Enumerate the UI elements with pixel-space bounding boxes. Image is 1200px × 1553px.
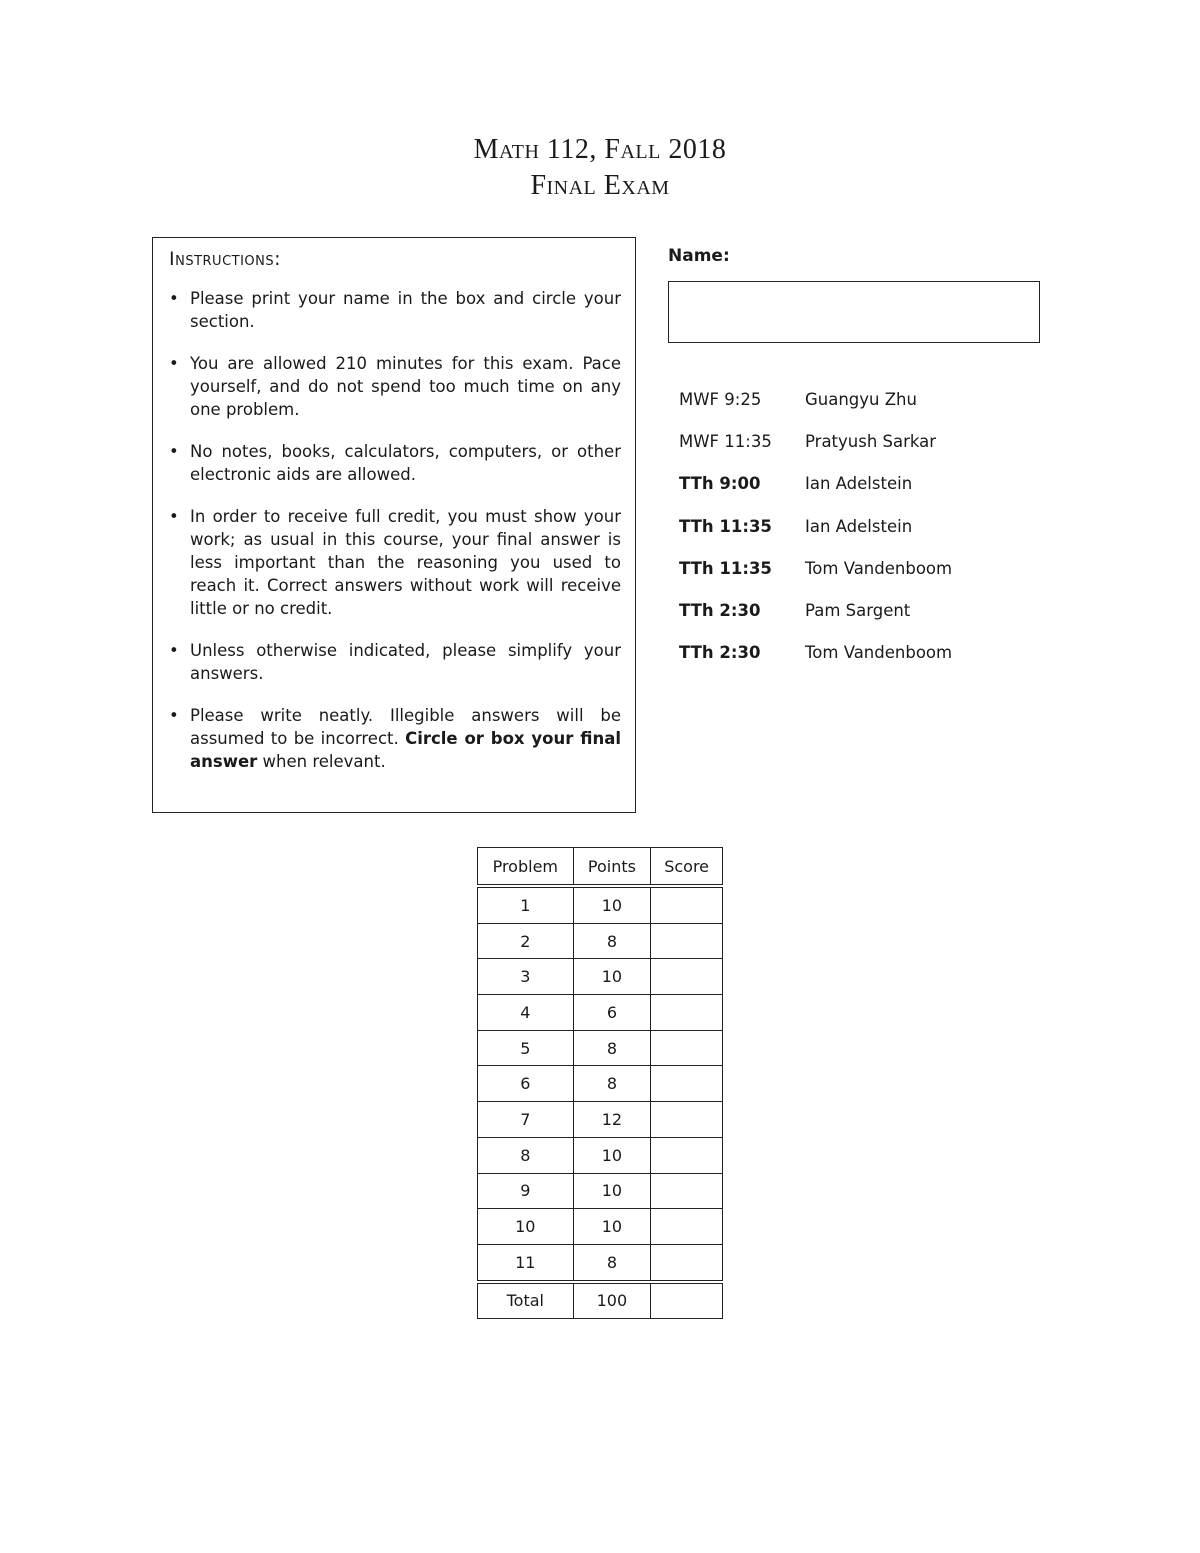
problem-score[interactable] [651, 886, 723, 923]
problem-points: 12 [573, 1102, 651, 1138]
total-score[interactable] [651, 1282, 723, 1319]
score-table [477, 847, 723, 1319]
instructions-list [169, 287, 621, 773]
problem-score[interactable] [651, 995, 723, 1031]
table-row [478, 1173, 723, 1209]
section-option[interactable] [679, 547, 952, 589]
problem-score[interactable] [651, 1102, 723, 1138]
section-instructor: Guangyu Zhu [805, 389, 917, 409]
problem-number: 6 [478, 1066, 574, 1102]
name-input-box[interactable] [668, 281, 1040, 343]
problem-number: 8 [478, 1137, 574, 1173]
section-instructor: Ian Adelstein [805, 474, 913, 494]
section-time: MWF 11:35 [679, 431, 772, 451]
problem-number: 10 [478, 1209, 574, 1245]
section-option[interactable] [679, 420, 952, 462]
problem-points: 10 [573, 1173, 651, 1209]
section-instructor: Ian Adelstein [805, 516, 913, 536]
exam-title [0, 132, 1200, 204]
section-option[interactable] [679, 505, 952, 547]
problem-number: 11 [478, 1244, 574, 1281]
problem-points: 8 [573, 1066, 651, 1102]
bullet-icon: • [169, 442, 179, 461]
bullet-icon: • [169, 289, 179, 308]
section-instructor: Pratyush Sarkar [805, 431, 937, 451]
section-time: TTh 2:30 [679, 643, 761, 663]
problem-points: 10 [573, 959, 651, 995]
problem-points: 10 [573, 1209, 651, 1245]
problem-score[interactable] [651, 1209, 723, 1245]
problem-score[interactable] [651, 1030, 723, 1066]
table-row [478, 959, 723, 995]
problem-points: 8 [573, 923, 651, 959]
table-row [478, 1102, 723, 1138]
instruction-item: • Unless otherwise indicated, please simplify your answers. [169, 641, 621, 683]
problem-score[interactable] [651, 923, 723, 959]
problem-number: 5 [478, 1030, 574, 1066]
instructions-box [152, 237, 636, 813]
problem-score[interactable] [651, 1137, 723, 1173]
problem-number: 7 [478, 1102, 574, 1138]
section-option[interactable] [679, 378, 952, 420]
table-row [478, 995, 723, 1031]
section-instructor: Pam Sargent [805, 601, 911, 621]
problem-score[interactable] [651, 959, 723, 995]
section-option[interactable] [679, 463, 952, 505]
column-header-problem: Problem [478, 848, 574, 887]
exam-name: Final Exam [530, 170, 670, 201]
instruction-item: • Please write neatly. Illegible answers will be assumed to be incorrect. Circle or box your final answer when relevant. [169, 706, 621, 771]
problem-score[interactable] [651, 1244, 723, 1281]
instruction-item: • Please print your name in the box and circle your section. [169, 289, 621, 331]
section-option[interactable] [679, 632, 952, 674]
instruction-item: • No notes, books, calculators, computers, or other electronic aids are allowed. [169, 442, 621, 484]
table-row [478, 1030, 723, 1066]
table-row [478, 1137, 723, 1173]
problem-points: 10 [573, 1137, 651, 1173]
problem-number: 9 [478, 1173, 574, 1209]
total-points: 100 [573, 1282, 651, 1319]
table-row [478, 923, 723, 959]
name-label: Name: [668, 246, 730, 266]
section-time: TTh 2:30 [679, 601, 761, 621]
section-time: TTh 11:35 [679, 558, 772, 578]
instruction-item: • You are allowed 210 minutes for this exam. Pace yourself, and do not spend too much time on any one problem. [169, 354, 621, 419]
section-instructor: Tom Vandenboom [805, 558, 953, 578]
emphasis-text: Circle or box your final answer [190, 729, 621, 771]
table-row [478, 1244, 723, 1281]
problem-number: 4 [478, 995, 574, 1031]
course-title: Math 112, Fall 2018 [473, 134, 727, 165]
section-time: TTh 9:00 [679, 474, 761, 494]
instructions-heading: Instructions: [169, 248, 282, 270]
bullet-icon: • [169, 641, 179, 660]
problem-points: 10 [573, 886, 651, 923]
problem-number: 1 [478, 886, 574, 923]
table-header-row [478, 848, 723, 887]
total-row [478, 1282, 723, 1319]
section-list [679, 378, 952, 674]
table-row [478, 886, 723, 923]
problem-number: 2 [478, 923, 574, 959]
bullet-icon: • [169, 507, 179, 526]
column-header-score: Score [651, 848, 723, 887]
table-row [478, 1209, 723, 1245]
bullet-icon: • [169, 706, 179, 725]
problem-number: 3 [478, 959, 574, 995]
instruction-item: • In order to receive full credit, you must show your work; as usual in this course, your final answer is less important than the reasoning you used to reach it. Correct answers without work will receive little or no credit. [169, 507, 621, 618]
problem-score[interactable] [651, 1066, 723, 1102]
table-row [478, 1066, 723, 1102]
problem-score[interactable] [651, 1173, 723, 1209]
section-instructor: Tom Vandenboom [805, 643, 953, 663]
total-label: Total [478, 1282, 574, 1319]
column-header-points: Points [573, 848, 651, 887]
problem-points: 6 [573, 995, 651, 1031]
bullet-icon: • [169, 354, 179, 373]
problem-points: 8 [573, 1244, 651, 1281]
problem-points: 8 [573, 1030, 651, 1066]
section-option[interactable] [679, 589, 952, 631]
section-time: TTh 11:35 [679, 516, 772, 536]
section-time: MWF 9:25 [679, 389, 762, 409]
